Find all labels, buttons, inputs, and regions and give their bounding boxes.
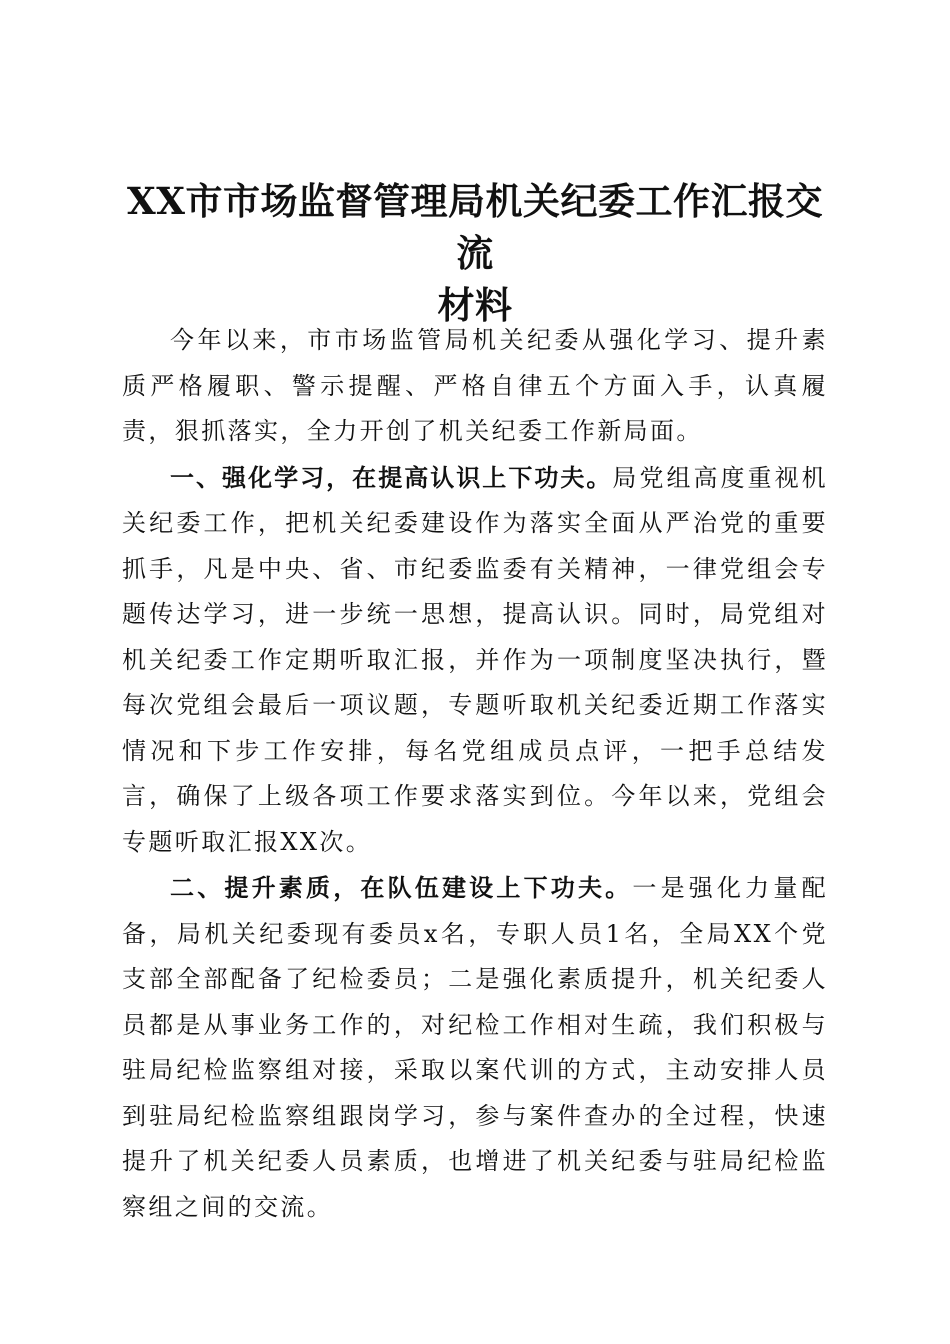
paragraph-text: 局党组高度重视机关纪委工作，把机关纪委建设作为落实全面从严治党的重要抓手，凡是中央、省、市纪委监委有关精神，一律党组会专题传达学习，进一步统一思想，提高认识。同时，局党组对机关纪委工作定期听取汇报，并作为一项制度坚决执行，暨每次党组会最后一项议题，专题听取机关纪委近期工作落实情况和下步工作安排，每名党组成员点评，一把手总结发言，确保了上级各项工作要求落实到位。今年以来，党组会专题听取汇报XX次。: [122, 463, 828, 856]
section-heading: 一、强化学习，在提高认识上下功夫。: [170, 462, 613, 492]
paragraph-text: 今年以来，市市场监管局机关纪委从强化学习、提升素质严格履职、警示提醒、严格自律五个方面入手，认真履责，狠抓落实，全力开创了机关纪委工作新局面。: [122, 326, 828, 445]
document-body: [122, 318, 828, 1230]
paragraph-section-2: [122, 865, 828, 1230]
title-line-2: 材料: [437, 282, 513, 327]
document-title: [110, 175, 840, 331]
section-heading: 二、提升素质，在队伍建设上下功夫。: [170, 873, 633, 902]
title-line-1: XX市市场监督管理局机关纪委工作汇报交流: [127, 178, 823, 275]
paragraph-section-1: [122, 455, 828, 866]
paragraph-text: 一是强化力量配备，局机关纪委现有委员x名，专职人员1名，全局XX个党支部全部配备了纪检委员；二是强化素质提升，机关纪委人员都是从事业务工作的，对纪检工作相对生疏，我们积极与驻局纪检监察组对接，采取以案代训的方式，主动安排人员到驻局纪检监察组跟岗学习，参与案件查办的全过程，快速提升了机关纪委人员素质，也增进了机关纪委与驻局纪检监察组之间的交流。: [122, 874, 828, 1221]
paragraph-intro: [122, 318, 828, 455]
